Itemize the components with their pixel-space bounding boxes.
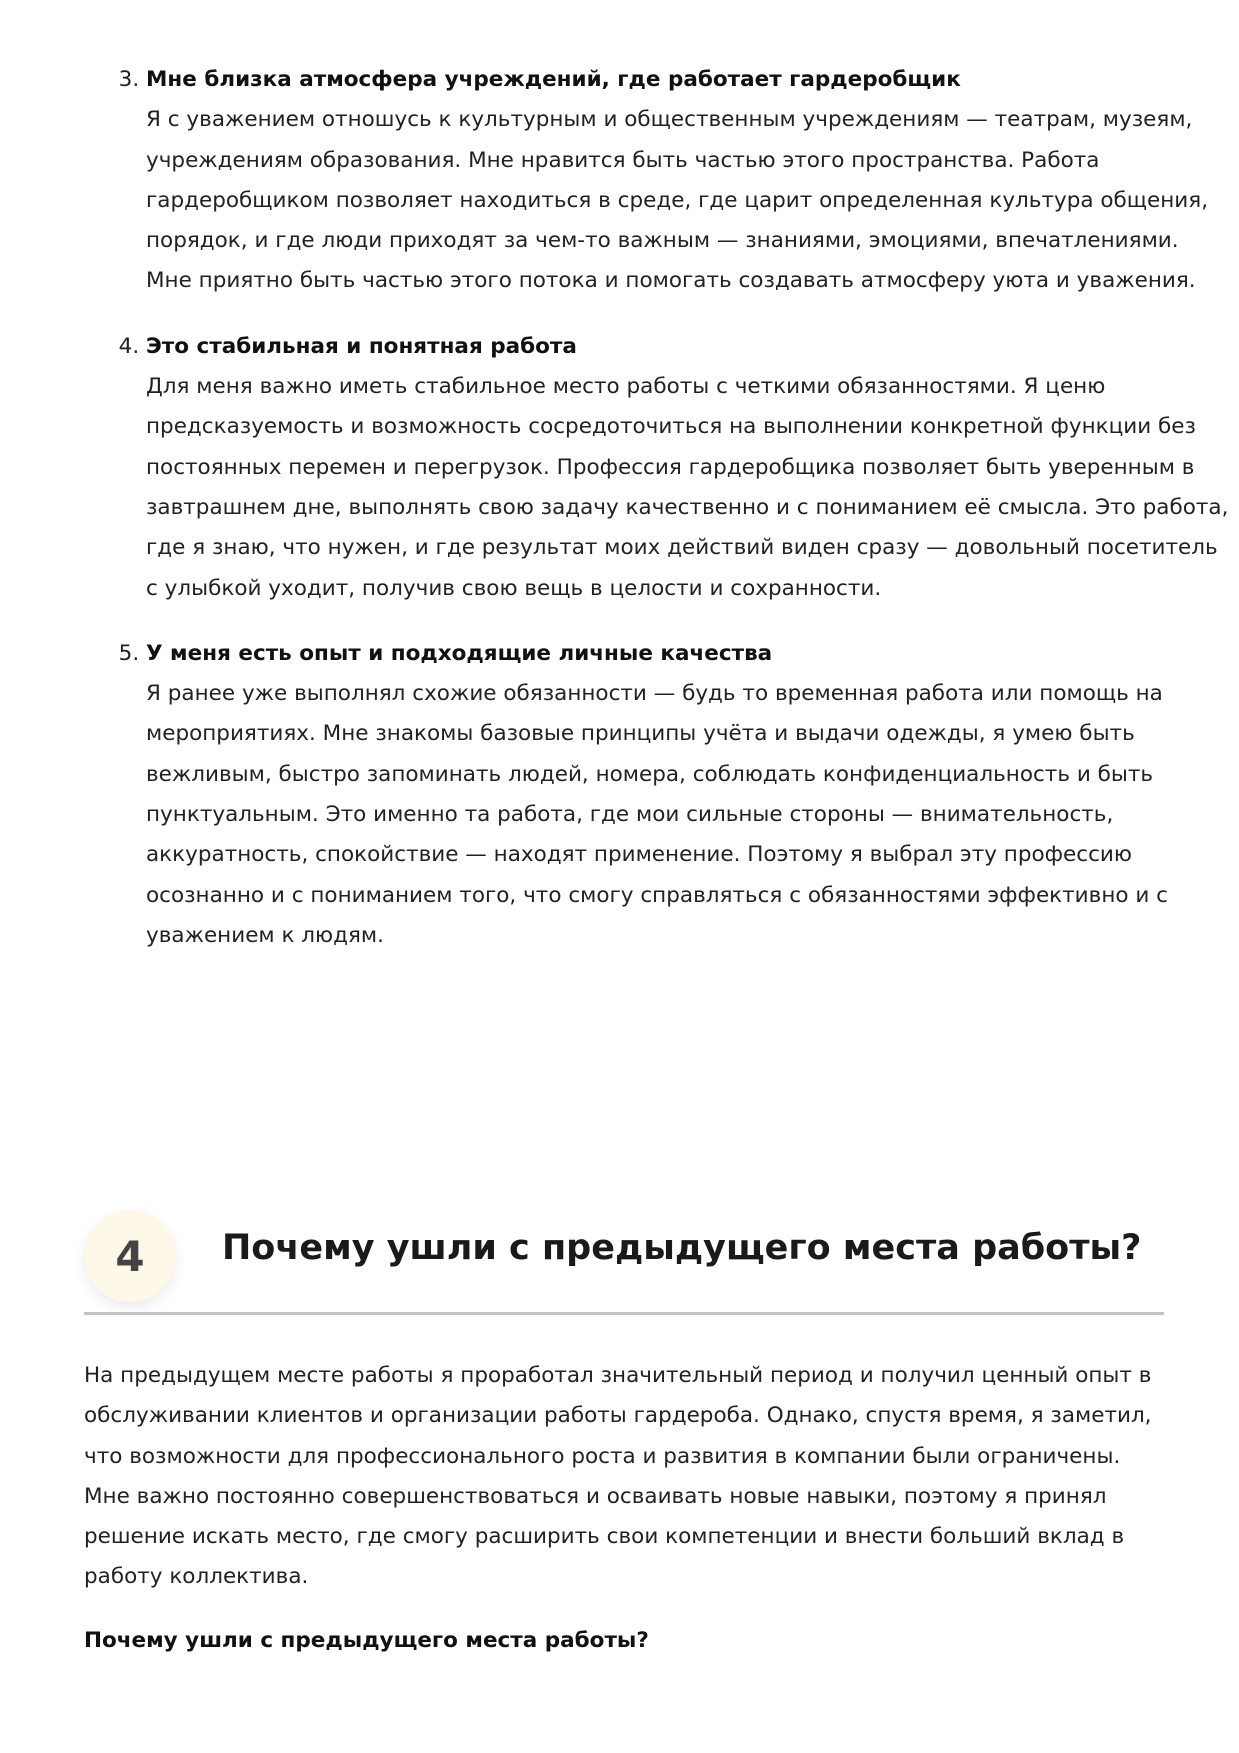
list-item <box>146 327 1231 609</box>
list-item-title: 4. Это стабильная и понятная работа <box>146 333 577 359</box>
list-item-title: 3. Мне близка атмосфера учреждений, где работает гардеробщик <box>146 67 961 92</box>
list-item <box>146 60 1231 302</box>
section-divider <box>84 1312 1164 1315</box>
section-subheading: Почему ушли с предыдущего места работы? <box>84 1628 649 1653</box>
list-item-text: Я с уважением отношусь к культурным и общественным учреждениям — театрам, музеям, учреждениям образования. Мне нравится быть частью этого пространства. Работа гардеробщиком позволяет находиться в среде, где царит определенная культура общения, порядок, и где люди приходят за чем-то важным — знаниями, эмоциями, впечатлениями. Мне приятно быть частью этого потока и помогать создавать атмосферу уюта и уважения. <box>146 107 1209 294</box>
list-item-text: Я ранее уже выполнял схожие обязанности — будь то временная работа или помощь на мероприятиях. Мне знакомы базовые принципы учёта и выдачи одежды, я умею быть вежливым, быстро запоминать людей, номера, соблюдать конфиденциальность и быть пунктуальным. Это именно та работа, где мои сильные стороны — внимательность, аккуратность, спокойствие — находят применение. Поэтому я выбрал эту профессию осознанно и с пониманием того, что смогу справляться с обязанностями эффективно и с уважением к людям. <box>146 681 1168 948</box>
section-paragraph: На предыдущем месте работы я проработал значительный период и получил ценный опыт в обслуживании клиентов и организации работы гардероба. Однако, спустя время, я заметил, что возможности для профессионального роста и развития в компании были ограничены. Мне важно постоянно совершенствоваться и осваивать новые навыки, поэтому я принял решение искать место, где смогу расширить свои компетенции и внести больший вклад в работу коллектива. <box>84 1363 1152 1590</box>
list-item-text: Для меня важно иметь стабильное место работы с четкими обязанностями. Я ценю предсказуемость и возможность сосредоточиться на выполнении конкретной функции без постоянных перемен и перегрузок. Профессия гардеробщика позволяет быть уверенным в завтрашнем дне, выполнять свою задачу качественно и с пониманием её смысла. Это работа, где я знаю, что нужен, и где результат моих действий виден сразу — довольный посетитель с улыбкой уходит, получив свою вещь в целости и сохранности. <box>146 374 1229 601</box>
section-title: Почему ушли с предыдущего места работы? <box>222 1228 1142 1268</box>
list-item <box>146 634 1231 956</box>
list-item-title: 5. У меня есть опыт и подходящие личные качества <box>146 640 773 666</box>
section-number-badge: 4 <box>84 1210 176 1302</box>
reasons-list <box>84 60 1231 981</box>
